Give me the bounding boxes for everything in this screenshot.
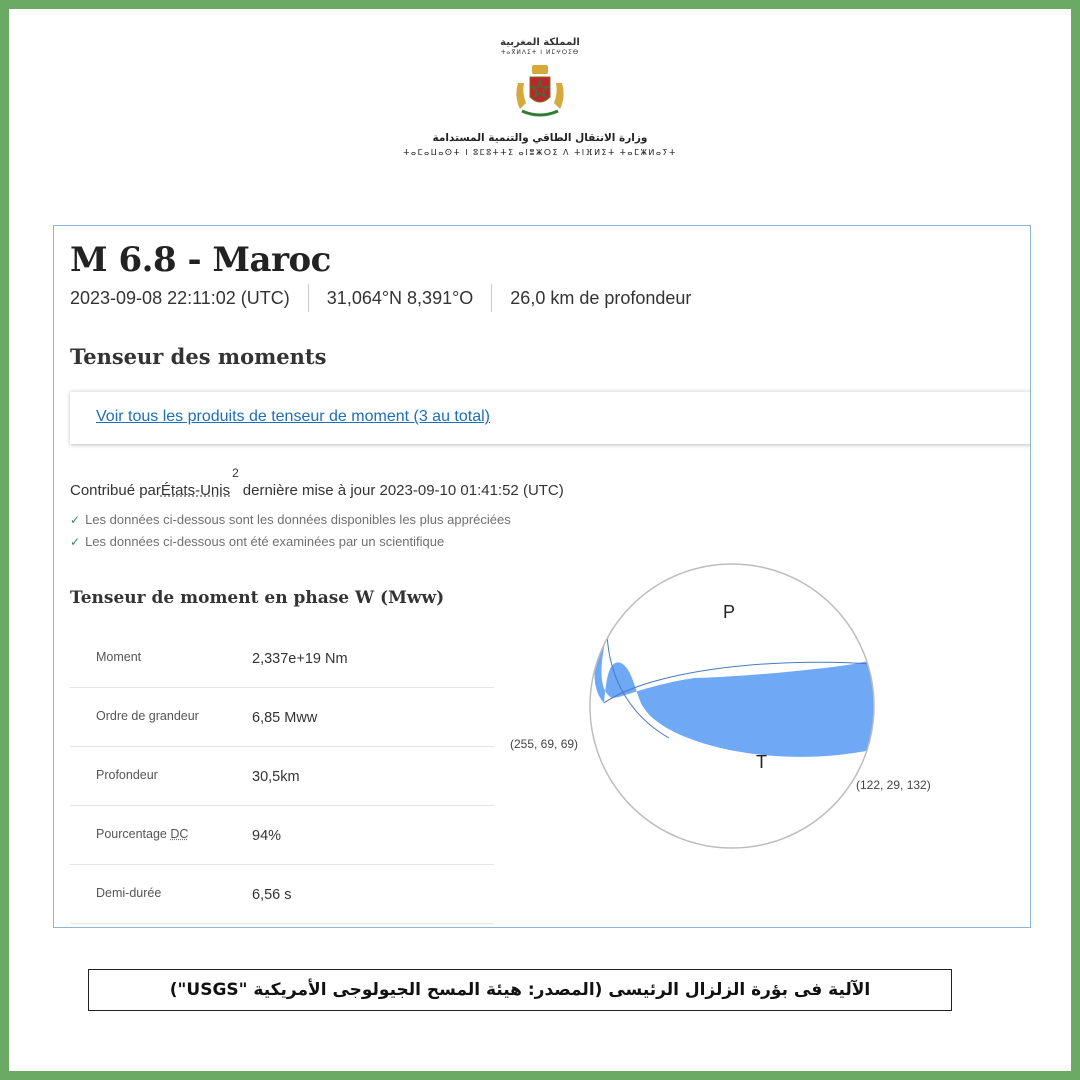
nodal-plane-1-label: (255, 69, 69)	[510, 737, 579, 751]
nodal-plane-2-label: (122, 29, 132)	[856, 778, 931, 792]
coat-of-arms-icon	[510, 63, 570, 121]
check-item: ✓ Les données ci-dessous sont les données disponibles les plus appréciées	[70, 512, 511, 527]
footnote-marker: 2	[232, 466, 239, 480]
contributor-line	[70, 466, 564, 499]
figure-caption: الآلية فى بؤرة الزلزال الرئيسى (المصدر: هيئة المسح الجيولوجى الأمريكية "USGS")	[88, 969, 952, 1011]
contributor-source-link[interactable]: États-Unis	[160, 482, 231, 499]
ministry-header	[380, 36, 700, 160]
param-value: 6,56 s	[252, 887, 292, 903]
event-location: 31,064°N 8,391°O	[326, 287, 474, 308]
p-axis-label: P	[723, 602, 736, 622]
last-updated: dernière mise à jour 2023-09-10 01:41:52 (UTC)	[242, 482, 564, 499]
t-axis-label: T	[756, 752, 767, 772]
kingdom-name-arabic: المملكة المغربية	[500, 37, 580, 48]
focal-mechanism-beachball	[494, 558, 994, 858]
event-meta	[70, 282, 691, 314]
review-status-list	[70, 509, 511, 553]
event-datetime: 2023-09-08 22:11:02 (UTC)	[70, 287, 290, 308]
param-row	[70, 688, 494, 747]
meta-divider	[491, 284, 492, 312]
kingdom-name-tifinagh: ⵜⴰⴳⵍⴷⵉⵜ ⵏ ⵍⵎⵖⵔⵉⴱ	[500, 49, 580, 56]
param-row	[70, 629, 494, 688]
usgs-event-panel	[53, 225, 1031, 928]
moment-tensor-params	[70, 629, 494, 924]
dc-abbreviation[interactable]: DC	[170, 827, 189, 841]
event-depth: 26,0 km de profondeur	[510, 287, 692, 308]
meta-divider	[308, 284, 309, 312]
section-title: Tenseur des moments	[70, 344, 327, 369]
param-value: 30,5km	[252, 769, 300, 785]
all-products-card	[70, 391, 1031, 444]
check-icon: ✓	[70, 513, 81, 527]
event-title: M 6.8 - Maroc	[70, 240, 331, 280]
ministry-name-tifinagh: ⵜⴰⵎⴰⵡⴰⵙⵜ ⵏ ⵓⵎⵓⵜⵜⵉ ⴰⵏⴻⵥⵔⵉ ⴷ ⵜⵏⴼⵍⵉⵜ ⵜⴰⵎⵥⵍⴰⵢⵜ	[403, 148, 677, 157]
param-label: Ordre de grandeur	[96, 709, 199, 723]
view-all-products-link[interactable]: Voir tous les produits de tenseur de moment (3 au total)	[96, 408, 490, 425]
param-value: 2,337e+19 Nm	[252, 651, 348, 667]
check-icon: ✓	[70, 535, 81, 549]
contributor-prefix: Contribué par	[70, 482, 161, 499]
mww-section-title: Tenseur de moment en phase W (Mww)	[70, 588, 445, 608]
param-value: 94%	[252, 828, 282, 844]
param-label: Pourcentage DC	[96, 827, 189, 841]
param-row	[70, 747, 494, 806]
param-label: Profondeur	[96, 768, 158, 782]
param-value: 6,85 Mww	[252, 710, 318, 726]
param-label: Demi-durée	[96, 886, 162, 900]
ministry-name-arabic: وزارة الانتقال الطاقي والتنمية المستدامة	[432, 132, 648, 144]
param-row	[70, 865, 494, 924]
param-row	[70, 806, 494, 865]
param-label: Moment	[96, 650, 142, 664]
check-item: ✓ Les données ci-dessous ont été examinées par un scientifique	[70, 534, 445, 549]
